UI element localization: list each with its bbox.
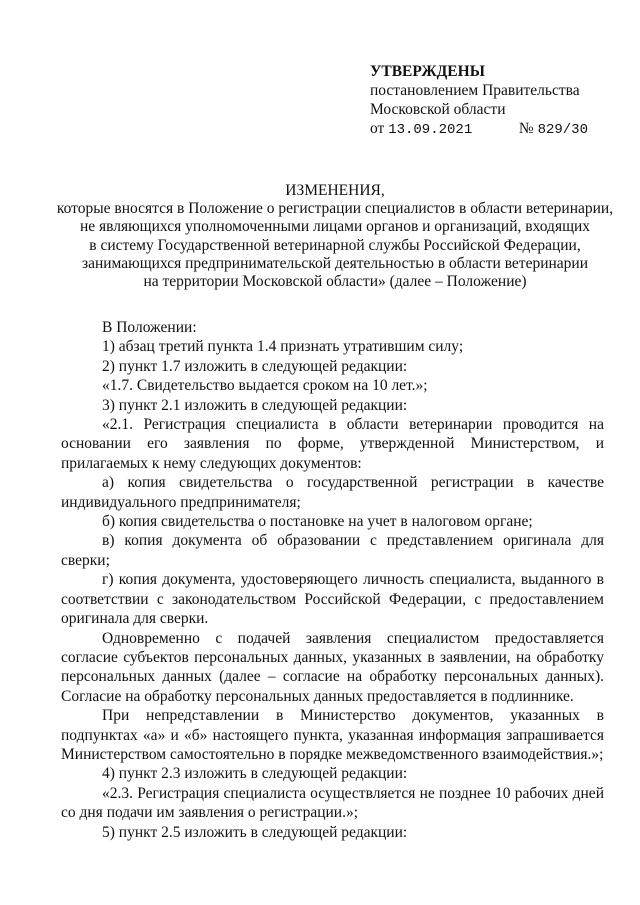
paragraph: 2) пункт 1.7 изложить в следующей редакции: xyxy=(102,357,408,375)
subtitle-line-2: не являющихся уполномоченными лицами органов и организаций, входящих xyxy=(79,218,591,236)
paragraph: «2.3. Регистрация специалиста осуществляется не позднее 10 рабочих дней со дня подачи им заявления о регистрации.»; xyxy=(61,784,604,822)
approval-date-row xyxy=(370,119,588,140)
approval-heading: УТВЕРЖДЕНЫ xyxy=(370,63,485,80)
paragraph: 5) пункт 2.5 изложить в следующей редакции: xyxy=(102,823,408,841)
paragraph: б) копия свидетельства о постановке на учет в налоговом органе; xyxy=(102,513,533,531)
paragraph: в) копия документа об образовании с представлением оригинала для сверки; xyxy=(61,532,604,569)
subtitle-line-3: в систему Государственной ветеринарной службы Российской Федерации, xyxy=(89,236,581,254)
approval-stamp xyxy=(370,62,620,140)
number-value: 829/30 xyxy=(537,122,588,138)
number-prefix: № xyxy=(518,120,534,137)
document-body xyxy=(61,318,604,842)
paragraph: 3) пункт 2.1 изложить в следующей редакции: xyxy=(102,396,408,414)
paragraph: 4) пункт 2.3 изложить в следующей редакции: xyxy=(102,765,408,783)
paragraph: «1.7. Свидетельство выдается сроком на 10 лет.»; xyxy=(102,377,428,395)
approval-line-1: постановлением Правительства xyxy=(370,82,580,99)
document-title-block xyxy=(40,182,630,291)
approval-date xyxy=(370,119,472,140)
subtitle-line-1: которые вносятся в Положение о регистрации специалистов в области ветеринарии, xyxy=(56,200,614,218)
paragraph: г) копия документа, удостоверяющего личность специалиста, выданного в соответствии с законодательством Российской Федерации, с предоставлением оригинала для сверки. xyxy=(61,571,604,628)
paragraph: а) копия свидетельства о государственной регистрации в качестве индивидуального предпринимателя; xyxy=(61,474,604,511)
paragraph: «2.1. Регистрация специалиста в области ветеринарии проводится на основании его заявления по форме, утвержденной Министерством, и прилагаемых к нему следующих документов: xyxy=(61,416,604,472)
paragraph: 1) абзац третий пункта 1.4 признать утратившим силу; xyxy=(102,338,464,356)
document-title: ИЗМЕНЕНИЯ, xyxy=(285,182,385,199)
approval-line-2: Московской области xyxy=(370,101,506,118)
paragraph: В Положении: xyxy=(102,319,197,336)
subtitle-line-4: занимающихся предпринимательской деятельностью в области ветеринарии xyxy=(81,254,589,272)
paragraph: При непредставлении в Министерство документов, указанных в подпунктах «а» и «б» настоящего пункта, указанная информация запрашивается Министерством самостоятельно в порядке межведомственного взаимодействия.»; xyxy=(61,707,604,763)
date-value: 13.09.2021 xyxy=(388,122,473,138)
approval-number xyxy=(519,119,588,140)
date-prefix: от xyxy=(370,120,385,137)
subtitle-line-5: на территории Московской области» (далее – Положение) xyxy=(143,273,527,291)
paragraph: Одновременно с подачей заявления специалистом предоставляется согласие субъектов персональных данных, указанных в заявлении, на обработку персональных данных (далее – согласие на обработку персональных данных). Согласие на обработку персональных данных предоставляется в подлиннике. xyxy=(61,629,604,705)
